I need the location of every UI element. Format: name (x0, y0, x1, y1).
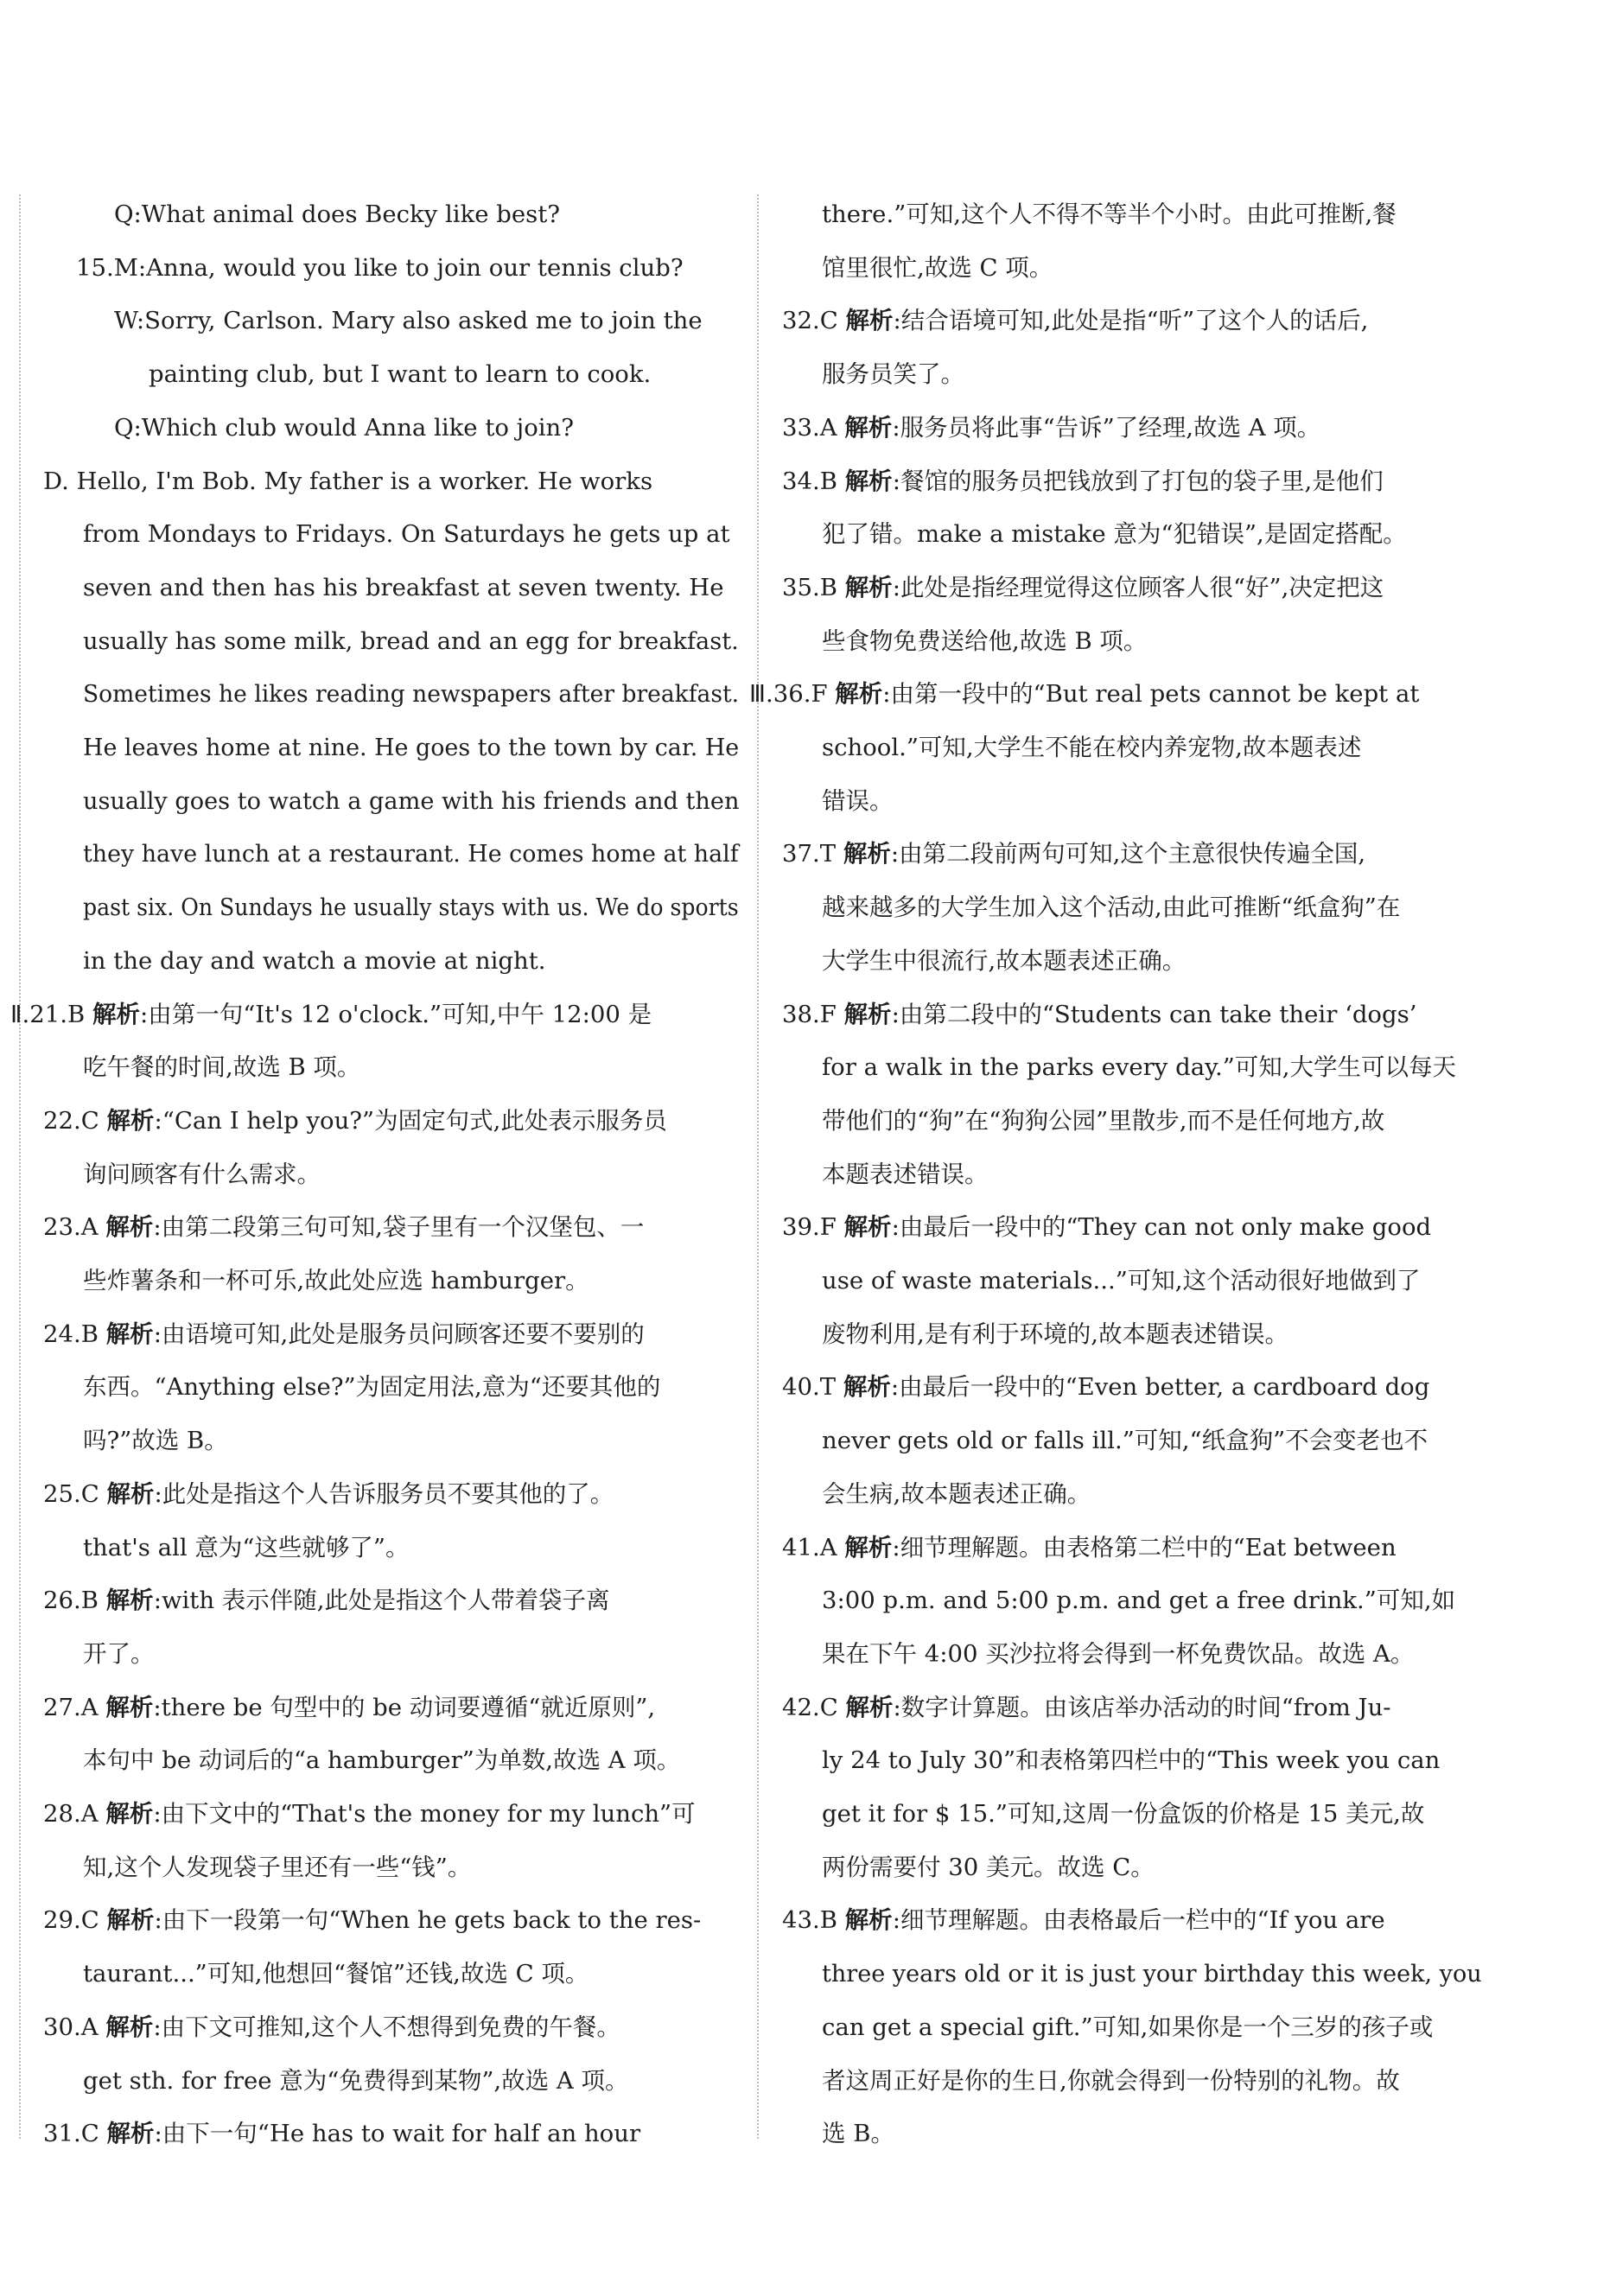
text-line (822, 624, 1147, 658)
text-line (782, 1210, 1431, 1244)
analysis-text: :由下文中的“That's the money for my lunch”可 (153, 1800, 696, 1828)
line-text: seven and then has his breakfast at seven twenty. He (83, 573, 724, 601)
text-line (114, 197, 560, 232)
text-line (83, 517, 730, 551)
answer-label: 37.T (782, 840, 843, 868)
answer-label: .21.B (22, 1000, 92, 1028)
text-line (822, 1263, 1421, 1298)
analysis-text: :由下一段第一句“When he gets back to the res- (154, 1906, 702, 1935)
line-text: taurant...”可知,他想回“餐馆”还钱,故选 C 项。 (83, 1960, 589, 1988)
analysis-text: :with 表示伴随,此处是指这个人带着袋子离 (153, 1587, 610, 1615)
text-line (83, 1157, 321, 1192)
analysis-text: :服务员将此事“告诉”了经理,故选 A 项。 (892, 413, 1321, 442)
text-line (83, 1423, 228, 1458)
answer-label: 30.A (43, 2013, 106, 2041)
text-line (749, 677, 1419, 711)
analysis-text: :此处是指经理觉得这位顾客人很“好”,决定把这 (892, 573, 1384, 601)
text-line (782, 570, 1384, 605)
line-text: 吃午餐的时间,故选 B 项。 (83, 1053, 361, 1082)
analysis-keyword: 解析 (92, 1000, 140, 1028)
text-line (822, 890, 1400, 925)
analysis-text: :餐馆的服务员把钱放到了打包的袋子里,是他们 (892, 467, 1384, 495)
analysis-text: :由第二段中的“Students can take their ‘dogs’ (891, 1000, 1417, 1028)
text-line (76, 251, 684, 285)
text-line (822, 1743, 1440, 1778)
analysis-text: :数字计算题。由该店举办活动的时间“from Ju- (893, 1693, 1391, 1721)
answer-label: 34.B (782, 467, 845, 495)
line-text: Sometimes he likes reading newspapers after breakfast. (83, 680, 740, 709)
answer-label: 22.C (43, 1106, 107, 1135)
analysis-keyword: 解析 (105, 1587, 154, 1615)
analysis-text: :由最后一段中的“Even better, a cardboard dog (890, 1373, 1430, 1402)
answer-label: 29.C (43, 1906, 107, 1935)
text-line (822, 730, 1361, 765)
text-line (43, 1583, 610, 1618)
analysis-text: :由下一句“He has to wait for half an hour (154, 2120, 641, 2148)
analysis-keyword: 解析 (843, 1000, 892, 1028)
line-text: school.”可知,大学生不能在校内养宠物,故本题表述 (822, 734, 1362, 761)
text-line (114, 410, 574, 445)
line-text: 询问顾客有什么需求。 (83, 1160, 321, 1188)
analysis-keyword: 解析 (845, 307, 894, 335)
text-line (822, 1157, 989, 1192)
text-line (83, 2064, 628, 2098)
text-line (83, 1956, 589, 1991)
text-line (43, 2010, 620, 2045)
text-line (822, 1477, 1091, 1511)
answer-label: 31.C (43, 2120, 107, 2148)
text-line (83, 1530, 409, 1565)
text-line (83, 890, 739, 925)
analysis-keyword: 解析 (843, 840, 891, 868)
line-text: 越来越多的大学生加入这个活动,由此可推断“纸盒狗”在 (822, 894, 1401, 922)
analysis-keyword: 解析 (844, 1906, 893, 1935)
analysis-text: :“Can I help you?”为固定句式,此处表示服务员 (154, 1106, 667, 1135)
text-line (83, 836, 739, 871)
line-text: there.”可知,这个人不得不等半个小时。由此可推断,餐 (822, 200, 1397, 228)
text-line (822, 197, 1397, 232)
text-line (822, 357, 964, 391)
text-line (83, 730, 739, 765)
analysis-keyword: 解析 (106, 2120, 155, 2148)
analysis-text: :由第二段前两句可知,这个主意很快传遍全国, (890, 840, 1366, 868)
text-line (782, 1370, 1429, 1404)
line-text: 犯了错。make a mistake 意为“犯错误”,是固定搭配。 (822, 520, 1407, 549)
line-text: Q:What animal does Becky like best? (114, 200, 561, 228)
text-line (822, 517, 1407, 551)
analysis-text: :细节理解题。由表格第二栏中的“Eat between (892, 1533, 1397, 1561)
text-line (822, 2010, 1433, 2045)
line-text: 会生病,故本题表述正确。 (822, 1479, 1091, 1508)
line-text: 带他们的“狗”在“狗狗公园”里散步,而不是任何地方,故 (822, 1106, 1385, 1135)
text-line (114, 303, 703, 338)
analysis-text: :此处是指这个人告诉服务员不要其他的了。 (154, 1479, 614, 1508)
text-line (43, 1477, 614, 1511)
text-line (83, 1263, 589, 1298)
analysis-keyword: 解析 (844, 467, 893, 495)
text-line (822, 784, 894, 818)
line-text: 些食物免费送给他,故选 B 项。 (822, 626, 1148, 655)
text-line (822, 1797, 1424, 1831)
line-text: 果在下午 4:00 买沙拉将会得到一杯免费饮品。故选 A。 (822, 1639, 1415, 1668)
line-text: 废物利用,是有利于环境的,故本题表述错误。 (822, 1320, 1288, 1348)
line-text: 错误。 (822, 786, 894, 815)
text-line (43, 1797, 696, 1831)
text-line (822, 944, 1186, 978)
answer-label: 33.A (782, 413, 845, 442)
line-text: 馆里很忙,故选 C 项。 (822, 253, 1053, 282)
analysis-keyword: 解析 (106, 1106, 155, 1135)
text-line (822, 1583, 1455, 1618)
text-line (822, 1956, 1482, 1991)
analysis-keyword: 解析 (845, 1693, 894, 1721)
analysis-keyword: 解析 (105, 1320, 154, 1348)
answer-label: 43.B (782, 1906, 845, 1935)
text-line (782, 1690, 1391, 1725)
text-line (10, 997, 652, 1032)
line-text: get sth. for free 意为“免费得到某物”,故选 A 项。 (83, 2066, 629, 2095)
analysis-keyword: 解析 (105, 1800, 154, 1828)
answer-label: 41.A (782, 1533, 845, 1561)
text-line (83, 1637, 155, 1671)
analysis-keyword: 解析 (844, 1533, 893, 1561)
line-text: for a walk in the parks every day.”可知,大学生可以每天 (822, 1053, 1457, 1082)
analysis-keyword: 解析 (844, 413, 893, 442)
line-text: can get a special gift.”可知,如果你是一个三岁的孩子或 (822, 2013, 1434, 2041)
analysis-text: :细节理解题。由表格最后一栏中的“If you are (892, 1906, 1385, 1935)
text-line (43, 1690, 655, 1725)
line-text: 两份需要付 30 美元。故选 C。 (822, 1853, 1155, 1881)
answer-label: 38.F (782, 1000, 844, 1028)
text-line (822, 2116, 894, 2151)
text-line (782, 464, 1384, 499)
line-text: use of waste materials...”可知,这个活动很好地做到了 (822, 1267, 1421, 1294)
text-line (782, 303, 1368, 338)
line-text: never gets old or falls ill.”可知,“纸盒狗”不会变老也不 (822, 1427, 1428, 1455)
line-text: 吗?”故选 B。 (83, 1427, 228, 1455)
line-text: 知,这个人发现袋子里还有一些“钱”。 (83, 1853, 472, 1881)
text-line (782, 410, 1320, 445)
text-line (83, 570, 724, 605)
line-text: 选 B。 (822, 2120, 894, 2148)
line-text: W:Sorry, Carlson. Mary also asked me to join the (114, 307, 703, 335)
text-line (822, 1050, 1456, 1084)
analysis-text: :由第一句“It's 12 o'clock.”可知,中午 12:00 是 (139, 1000, 652, 1028)
line-text: get it for $ 15.”可知,这周一份盒饭的价格是 15 美元,故 (822, 1800, 1425, 1828)
text-line (83, 1850, 471, 1885)
answer-label: 42.C (782, 1693, 846, 1721)
analysis-keyword: 解析 (105, 2013, 154, 2041)
line-text: usually goes to watch a game with his friends and then (83, 786, 740, 815)
answer-label: 24.B (43, 1320, 106, 1348)
text-line (782, 997, 1416, 1032)
line-text: He leaves home at nine. He goes to the town by car. He (83, 734, 740, 761)
text-line (822, 1317, 1288, 1352)
answer-label: 32.C (782, 307, 846, 335)
text-line (43, 1317, 645, 1352)
section-numeral: Ⅲ (749, 680, 766, 709)
line-text: D. Hello, I'm Bob. My father is a worker. He works (43, 467, 653, 495)
text-line (149, 357, 651, 391)
text-line (782, 1903, 1385, 1937)
line-text: Q:Which club would Anna like to join? (114, 413, 575, 442)
text-line (43, 1103, 667, 1138)
line-text: 者这周正好是你的生日,你就会得到一份特别的礼物。故 (822, 2066, 1400, 2095)
text-line (822, 1850, 1155, 1885)
line-text: 大学生中很流行,故本题表述正确。 (822, 946, 1187, 975)
analysis-keyword: 解析 (835, 680, 883, 709)
line-text: that's all 意为“这些就够了”。 (83, 1533, 410, 1561)
line-text: 本句中 be 动词后的“a hamburger”为单数,故选 A 项。 (83, 1746, 681, 1775)
analysis-keyword: 解析 (843, 1373, 891, 1402)
analysis-keyword: 解析 (106, 1906, 155, 1935)
analysis-keyword: 解析 (105, 1693, 154, 1721)
text-line (43, 1903, 701, 1937)
text-line (782, 1530, 1397, 1565)
text-line (822, 2064, 1400, 2098)
line-text: 开了。 (83, 1639, 155, 1668)
line-text: from Mondays to Fridays. On Saturdays he gets up at (83, 520, 730, 549)
line-text: usually has some milk, bread and an egg for breakfast. (83, 626, 739, 655)
answer-label: 23.A (43, 1213, 106, 1242)
line-text: past six. On Sundays he usually stays with us. We do sports (83, 894, 739, 922)
answer-label: 39.F (782, 1213, 844, 1242)
line-text: 服务员笑了。 (822, 360, 964, 389)
text-line (822, 1637, 1414, 1671)
text-line (83, 1743, 680, 1778)
line-text: in the day and watch a movie at night. (83, 946, 546, 975)
text-line (43, 464, 652, 499)
line-text: three years old or it is just your birthday this week, you (822, 1960, 1482, 1988)
analysis-text: :由最后一段中的“They can not only make good (891, 1213, 1432, 1242)
text-line (822, 251, 1053, 285)
text-line (83, 944, 546, 978)
answer-label: 27.A (43, 1693, 106, 1721)
answer-label: 26.B (43, 1587, 106, 1615)
line-text: painting club, but I want to learn to cook. (149, 360, 652, 389)
answer-label: .36.F (765, 680, 836, 709)
text-line (782, 836, 1365, 871)
analysis-keyword: 解析 (105, 1213, 154, 1242)
answer-label: 28.A (43, 1800, 106, 1828)
analysis-text: :there be 句型中的 be 动词要遵循“就近原则”, (153, 1693, 656, 1721)
text-line (83, 1370, 660, 1404)
text-line (43, 1210, 644, 1244)
text-line (822, 1423, 1428, 1458)
analysis-text: :结合语境可知,此处是指“听”了这个人的话后, (893, 307, 1369, 335)
text-line (83, 677, 739, 711)
analysis-text: :由第一段中的“But real pets cannot be kept at (882, 680, 1420, 709)
text-line (83, 1050, 360, 1084)
line-text: ly 24 to July 30”和表格第四栏中的“This week you can (822, 1746, 1441, 1775)
answer-label: 40.T (782, 1373, 843, 1402)
line-text: 些炸薯条和一杯可乐,故此处应选 hamburger。 (83, 1267, 589, 1294)
analysis-keyword: 解析 (106, 1479, 155, 1508)
answer-label: 25.C (43, 1479, 107, 1508)
section-numeral: Ⅱ (10, 1000, 22, 1028)
line-text: they have lunch at a restaurant. He comes home at half (83, 840, 739, 868)
line-text: 本题表述错误。 (822, 1160, 989, 1188)
line-text: 15.M:Anna, would you like to join our tennis club? (76, 253, 684, 282)
analysis-keyword: 解析 (844, 573, 893, 601)
analysis-text: :由第二段第三句可知,袋子里有一个汉堡包、一 (153, 1213, 645, 1242)
text-line (83, 624, 739, 658)
analysis-text: :由语境可知,此处是服务员问顾客还要不要别的 (153, 1320, 645, 1348)
text-line (43, 2116, 640, 2151)
line-text: 东西。“Anything else?”为固定用法,意为“还要其他的 (83, 1373, 661, 1402)
text-line (83, 784, 739, 818)
analysis-text: :由下文可推知,这个人不想得到免费的午餐。 (153, 2013, 620, 2041)
text-line (822, 1103, 1384, 1138)
answer-label: 35.B (782, 573, 845, 601)
left-margin-dotted-line (19, 194, 21, 2139)
column-divider-dotted-line (757, 194, 759, 2139)
line-text: 3:00 p.m. and 5:00 p.m. and get a free drink.”可知,如 (822, 1587, 1456, 1615)
analysis-keyword: 解析 (843, 1213, 892, 1242)
